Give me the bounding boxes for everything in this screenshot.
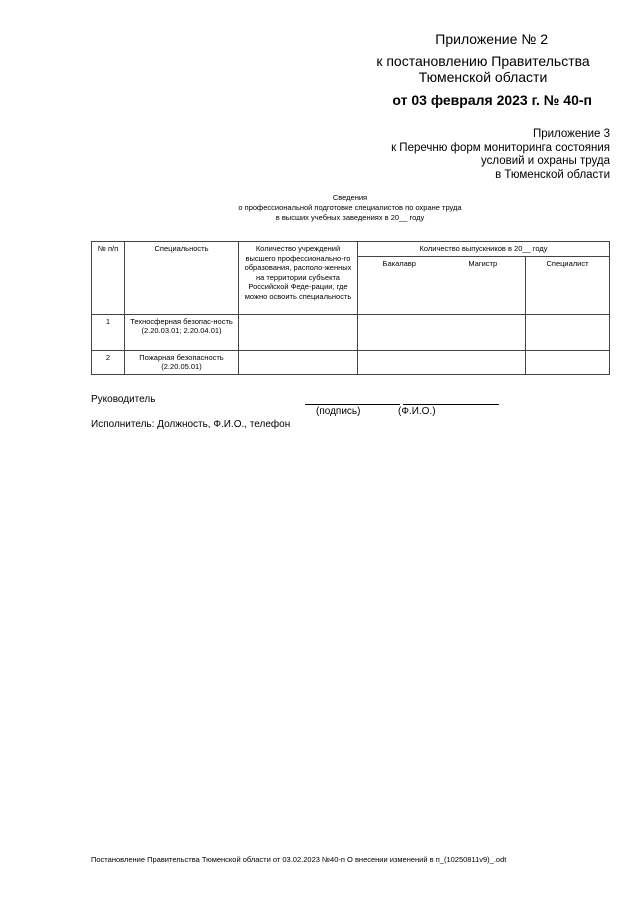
header-num: № п/п xyxy=(92,242,125,315)
header-specialist: Специалист xyxy=(526,256,610,314)
title-line2: о профессиональной подготовке специалистов по охране труда xyxy=(238,203,462,212)
header-institutions: Количество учреждений высшего профессионально-го образования, располо-женных на территории субъекта Российской Феде-рации, где можно освоить специальность xyxy=(239,242,358,315)
name-line xyxy=(403,404,499,405)
name-caption: (Ф.И.О.) xyxy=(398,406,436,417)
resolution-line2: Тюменской области xyxy=(418,69,548,85)
row-specialist-cell xyxy=(526,350,610,374)
title-line3: в высших учебных заведениях в 20__ году xyxy=(275,213,425,222)
table-row xyxy=(92,350,610,374)
signature-line xyxy=(305,404,400,405)
resolution-date-number: от 03 февраля 2023 г. № 40-п xyxy=(392,92,592,108)
row-institutions-cell xyxy=(239,314,358,350)
resolution-reference xyxy=(368,53,598,85)
appendix-number: Приложение № 2 xyxy=(435,31,548,47)
row-master-cell xyxy=(441,350,526,374)
row-master-cell xyxy=(441,314,526,350)
row-institutions-cell xyxy=(239,350,358,374)
head-label: Руководитель xyxy=(91,394,156,405)
row-bachelor-cell xyxy=(358,350,441,374)
header-specialty: Специальность xyxy=(125,242,239,315)
resolution-line1: к постановлению Правительства xyxy=(376,53,590,69)
appendix3-line2: к Перечню форм мониторинга состояния xyxy=(391,141,610,154)
header-master: Магистр xyxy=(441,256,526,314)
title-line1: Сведения xyxy=(332,193,368,202)
row-num: 1 xyxy=(92,314,125,350)
training-table xyxy=(91,241,610,375)
row-specialty: Пожарная безопасность (2.20.05.01) xyxy=(125,350,239,374)
document-title xyxy=(200,193,500,223)
row-bachelor-cell xyxy=(358,314,441,350)
page-footer: Постановление Правительства Тюменской области от 03.02.2023 №40-п О внесении изменений в п_(10250811v9)_.odt xyxy=(91,855,507,864)
row-num: 2 xyxy=(92,350,125,374)
header-graduates: Количество выпускников в 20__ году xyxy=(358,242,610,257)
row-specialist-cell xyxy=(526,314,610,350)
table-row xyxy=(92,314,610,350)
appendix3-line1: Приложение 3 xyxy=(532,128,610,140)
appendix3-block xyxy=(391,128,610,182)
signature-caption: (подпись) xyxy=(316,406,361,417)
header-bachelor: Бакалавр xyxy=(358,256,441,314)
table-header-row xyxy=(92,242,610,257)
appendix3-line4: в Тюменской области xyxy=(495,168,610,181)
executor-label: Исполнитель: Должность, Ф.И.О., телефон xyxy=(91,419,291,430)
row-specialty: Техносферная безопас-ность (2.20.03.01; 2.20.04.01) xyxy=(125,314,239,350)
appendix3-line3: условий и охраны труда xyxy=(480,155,610,167)
